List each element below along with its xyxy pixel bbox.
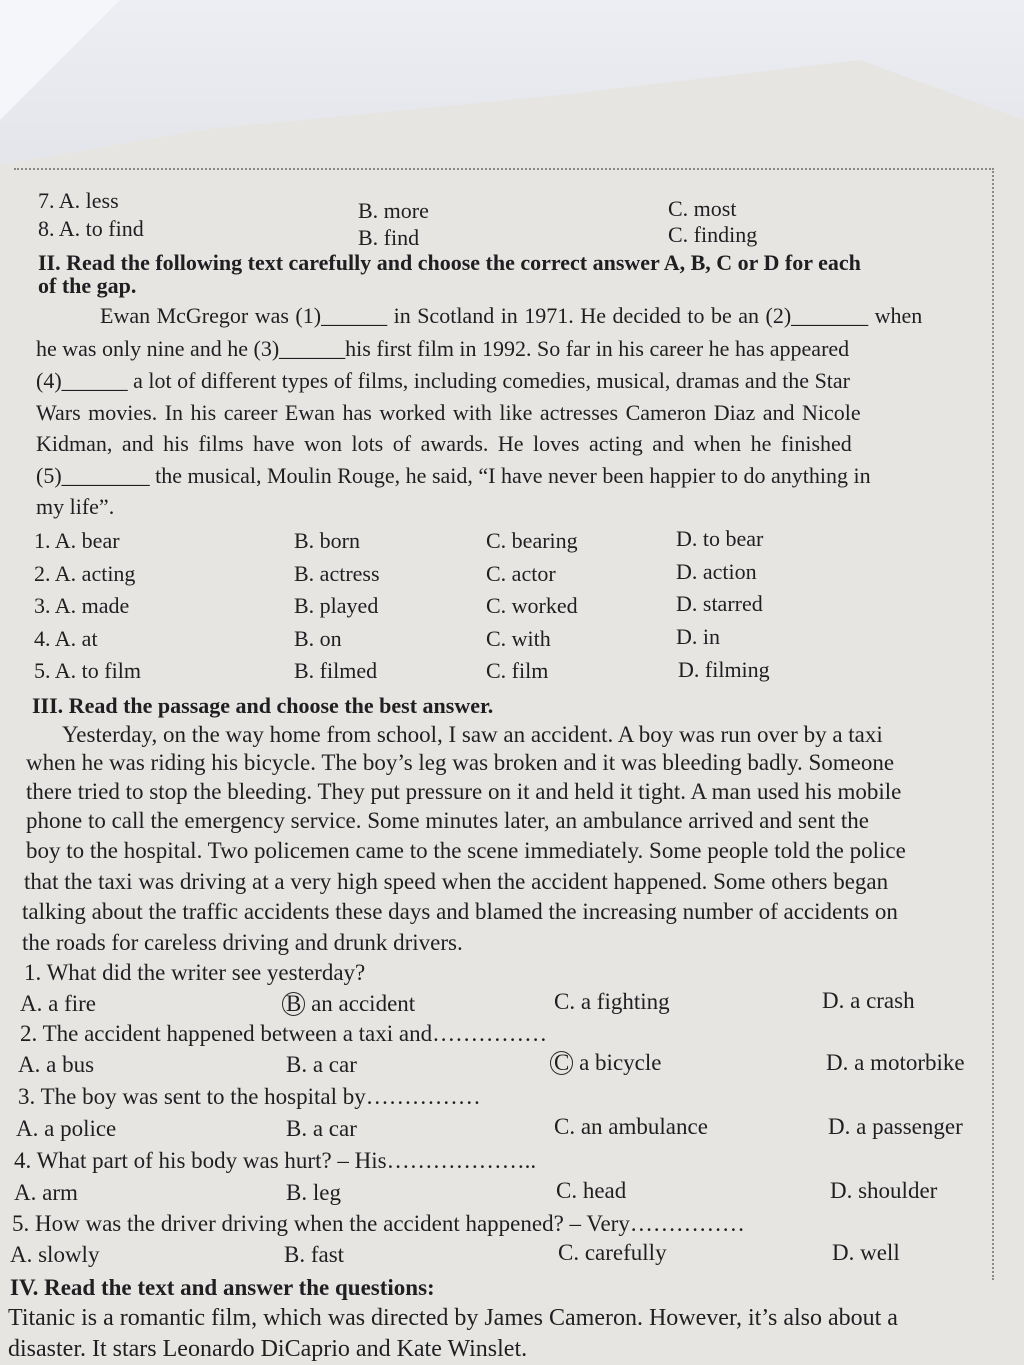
section2-passage-line: my life”.	[36, 494, 115, 519]
section2-passage-line: he was only nine and he (3)______his first film in 1992. So far in his career he has appeared	[36, 336, 850, 361]
section3-passage-line: that the taxi was driving at a very high speed when the accident happened. Some others began	[24, 869, 889, 894]
s3-q2-option-b: B. a car	[286, 1052, 357, 1077]
answer-circle-mark: B	[282, 992, 305, 1016]
s3-q5-question: 5. How was the driver driving when the accident happened? – Very……………	[12, 1211, 745, 1236]
s2-q5-option-c: C. film	[486, 658, 549, 683]
section3-passage-line: the roads for careless driving and drunk drivers.	[22, 930, 463, 955]
s3-q2-question: 2. The accident happened between a taxi and……………	[20, 1021, 548, 1046]
section2-heading-line1: II. Read the following text carefully and choose the correct answer A, B, C or D for each	[38, 250, 861, 275]
s2-q5-option-d: D. filming	[678, 657, 770, 682]
q8-option-b: B. find	[358, 225, 420, 250]
s2-q2-option-a: 2. A. acting	[34, 561, 136, 586]
section2-passage-line: (4)______ a lot of different types of films, including comedies, musical, dramas and the Star	[36, 368, 851, 393]
s3-q4-option-b: B. leg	[286, 1180, 341, 1205]
q8-option-a: 8. A. to find	[38, 216, 144, 241]
s3-q5-option-d: D. well	[832, 1240, 900, 1265]
s3-q3-option-b: B. a car	[286, 1116, 357, 1141]
section2-heading-line2: of the gap.	[38, 273, 137, 298]
q7-option-b: B. more	[358, 198, 429, 223]
s2-q1-option-d: D. to bear	[676, 526, 764, 551]
s2-q3-option-b: B. played	[294, 593, 379, 618]
section3-passage-line: phone to call the emergency service. Some minutes later, an ambulance arrived and sent the	[26, 808, 869, 833]
section3-heading: III. Read the passage and choose the best answer.	[32, 693, 494, 718]
s2-q4-option-a: 4. A. at	[34, 626, 98, 651]
s2-q5-option-b: B. filmed	[294, 658, 378, 683]
s3-q3-question: 3. The boy was sent to the hospital by……………	[18, 1084, 481, 1109]
section2-passage-line: (5)________ the musical, Moulin Rouge, he said, “I have never been happier to do anything in	[36, 463, 871, 488]
section4-passage-line: disaster. It stars Leonardo DiCaprio and Kate Winslet.	[8, 1336, 528, 1362]
s3-q3-option-c: C. an ambulance	[554, 1114, 708, 1139]
s3-q3-option-d: D. a passenger	[828, 1114, 963, 1139]
section2-passage-line: Kidman, and his films have won lots of awards. He loves acting and when he finished	[36, 431, 852, 456]
s2-q3-option-d: D. starred	[676, 591, 763, 616]
s3-q2-option-d: D. a motorbike	[826, 1050, 965, 1075]
s2-q1-option-b: B. born	[294, 528, 360, 553]
section3-passage-line: Yesterday, on the way home from school, I saw an accident. A boy was run over by a taxi	[62, 722, 883, 747]
s3-q1-question: 1. What did the writer see yesterday?	[24, 960, 366, 985]
s3-q1-option-b: B an accident	[282, 991, 415, 1017]
s2-q3-option-a: 3. A. made	[34, 593, 130, 618]
s2-q2-option-c: C. actor	[486, 561, 556, 586]
s2-q1-option-a: 1. A. bear	[34, 528, 120, 553]
s3-q5-option-a: A. slowly	[10, 1242, 100, 1267]
s3-q2-option-c: C a bicycle	[550, 1050, 661, 1076]
s2-q2-option-b: B. actress	[294, 561, 380, 586]
q7-option-a: 7. A. less	[38, 188, 119, 213]
s2-q4-option-c: C. with	[486, 626, 551, 651]
section2-passage-line: Wars movies. In his career Ewan has worked with like actresses Cameron Diaz and Nicole	[36, 400, 861, 425]
s2-q3-option-c: C. worked	[486, 593, 578, 618]
s3-q3-option-a: A. a police	[16, 1116, 117, 1141]
answer-circle-mark: C	[550, 1051, 573, 1075]
s3-q1-option-c: C. a fighting	[554, 989, 670, 1014]
q7-option-c: C. most	[668, 196, 737, 221]
section4-passage-line: Titanic is a romantic film, which was directed by James Cameron. However, it’s also about a	[8, 1305, 898, 1331]
s2-q1-option-c: C. bearing	[486, 528, 578, 553]
s3-q1-option-a: A. a fire	[20, 991, 96, 1016]
s2-q2-option-d: D. action	[676, 559, 757, 584]
section4-heading: IV. Read the text and answer the questions:	[10, 1275, 435, 1300]
s3-q5-option-c: C. carefully	[558, 1240, 667, 1265]
section2-passage-line: Ewan McGregor was (1)______ in Scotland in 1971. He decided to be an (2)_______ when	[100, 303, 923, 328]
s2-q4-option-b: B. on	[294, 626, 342, 651]
s2-q4-option-d: D. in	[676, 624, 720, 649]
s3-q4-option-a: A. arm	[14, 1180, 78, 1205]
q8-option-c: C. finding	[668, 222, 758, 247]
s3-q4-option-d: D. shoulder	[830, 1178, 938, 1203]
section3-passage-line: when he was riding his bicycle. The boy’s leg was broken and it was bleeding badly. Someone	[26, 750, 895, 775]
s3-q4-question: 4. What part of his body was hurt? – His………………..	[14, 1148, 537, 1173]
s3-q5-option-b: B. fast	[284, 1242, 345, 1267]
section3-passage-line: boy to the hospital. Two policemen came to the scene immediately. Some people told the police	[26, 838, 906, 863]
section3-passage-line: talking about the traffic accidents these days and blamed the increasing number of accidents on	[22, 899, 898, 924]
s3-q4-option-c: C. head	[556, 1178, 627, 1203]
section3-passage-line: there tried to stop the bleeding. They put pressure on it and held it tight. A man used his mobile	[26, 779, 902, 804]
s2-q5-option-a: 5. A. to film	[34, 658, 141, 683]
s3-q1-option-d: D. a crash	[822, 988, 915, 1013]
s3-q2-option-a: A. a bus	[18, 1052, 95, 1077]
